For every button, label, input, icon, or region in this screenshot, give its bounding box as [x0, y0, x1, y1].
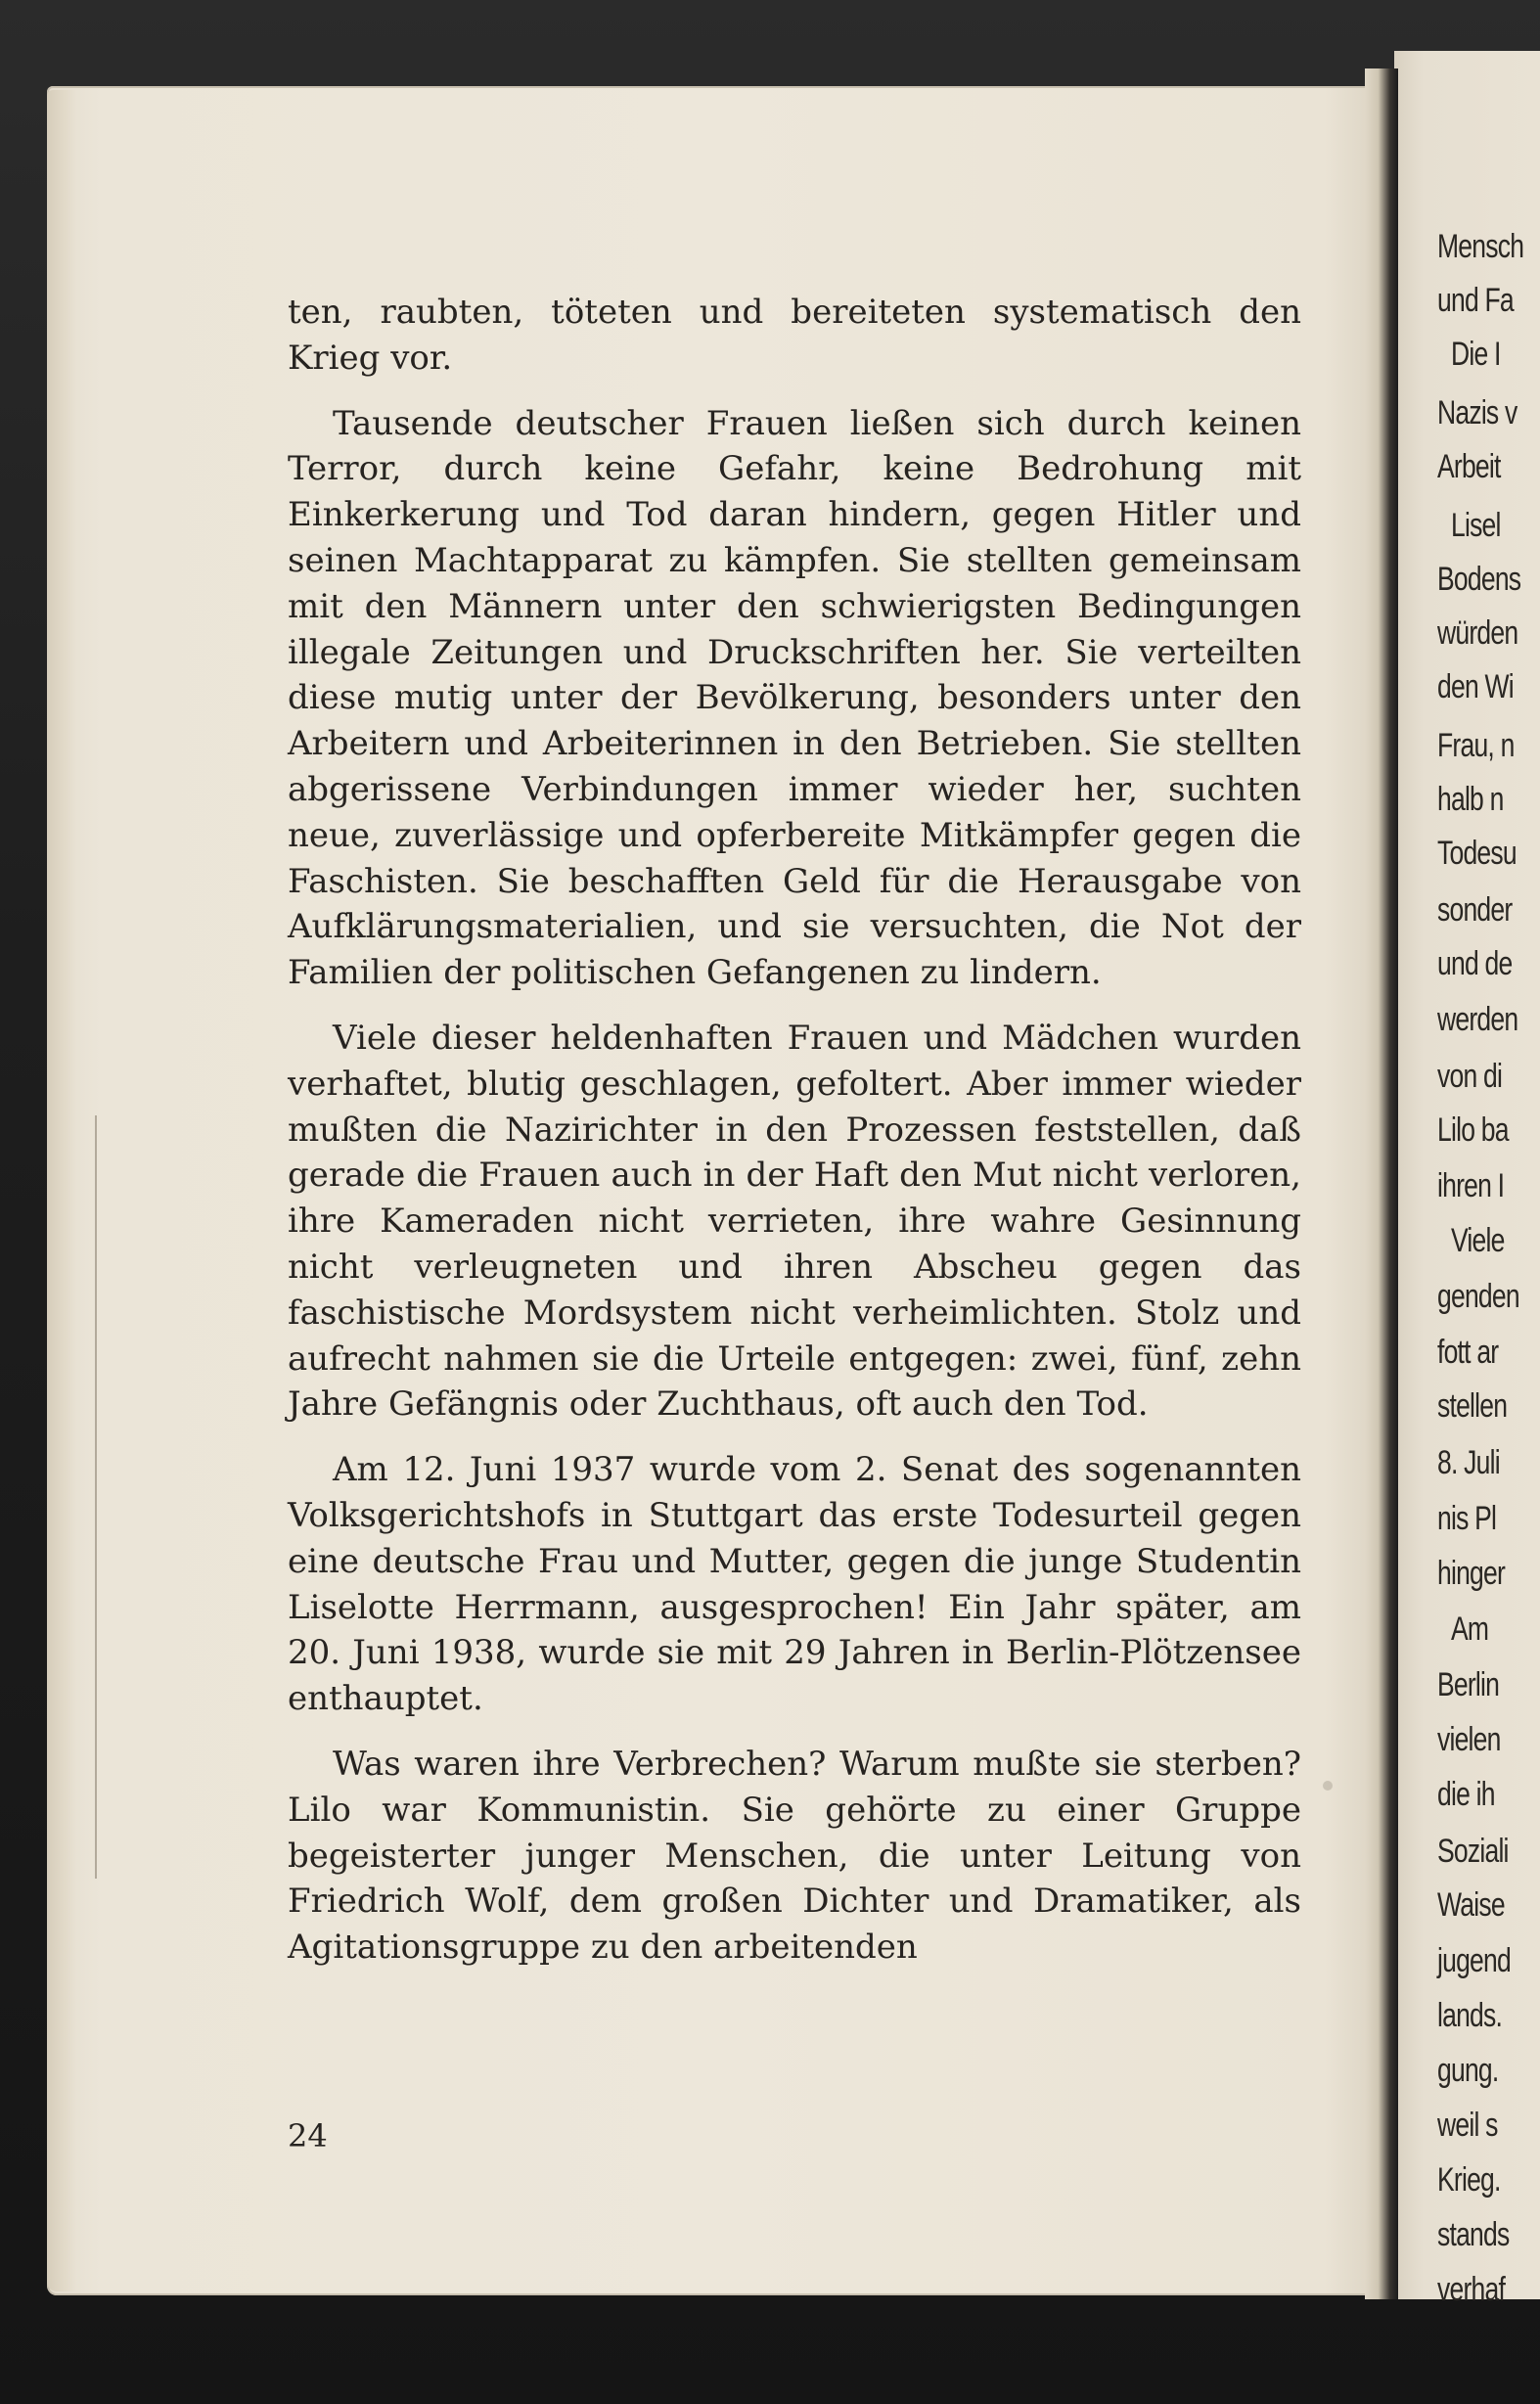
facing-page	[1394, 51, 1540, 2308]
facing-page-line: verhaf	[1437, 2271, 1506, 2308]
facing-page-line: weil s	[1437, 2107, 1498, 2144]
facing-page-line: und de	[1437, 945, 1513, 982]
facing-page-line: Lisel	[1451, 507, 1501, 544]
facing-page-line: hinger	[1437, 1555, 1506, 1592]
facing-page-line: Todesu	[1437, 835, 1517, 872]
facing-page-line: ihren I	[1437, 1167, 1505, 1204]
facing-page-line: Am	[1451, 1610, 1489, 1648]
facing-page-line: und Fa	[1437, 282, 1514, 319]
paragraph-1: ten, raubten, töteten und bereiteten systematisch den Krieg vor.	[288, 293, 1301, 378]
facing-page-line: jugend	[1437, 1942, 1511, 1979]
page-number: 24	[288, 2117, 328, 2155]
paragraph-4: Am 12. Juni 1937 wurde vom 2. Senat des sogenannten Volksgerichtshofs in Stuttgart das erste Todesurteil gegen eine deutsche Frau und Mutter, gegen die junge Studentin Liselotte Herrmann, ausgesprochen! Ein Jahr später, am 20. Juni 1938, wurde sie mit 29 Jahren in Berlin-Plötzensee enthauptet.	[288, 1450, 1301, 1719]
facing-page-line: würden	[1437, 614, 1518, 652]
facing-page-line: 8. Juli	[1437, 1444, 1500, 1481]
facing-page-line: den Wi	[1437, 668, 1514, 705]
facing-page-line: Lilo ba	[1437, 1111, 1509, 1149]
facing-page-line: Waise	[1437, 1886, 1505, 1924]
page-edge-shadow	[47, 90, 76, 2291]
facing-page-line: die ih	[1437, 1776, 1495, 1813]
facing-page-line: Krieg.	[1437, 2161, 1501, 2199]
facing-page-line: Nazis v	[1437, 394, 1517, 431]
facing-page-line: vielen	[1437, 1721, 1501, 1758]
facing-page-line: genden	[1437, 1278, 1519, 1315]
paragraph-5: Was waren ihre Verbrechen? Warum mußte sie sterben? Lilo war Kommunistin. Sie gehörte zu einer Gruppe begeisterter junger Menschen, die unter Leitung von Friedrich Wolf, dem großen Dichter und Dramatiker, als Agitationsgruppe zu den arbeitenden	[288, 1744, 1301, 1968]
facing-page-line: Frau, n	[1437, 727, 1515, 764]
paper-speck	[1323, 1781, 1333, 1791]
facing-page-line: stands	[1437, 2216, 1510, 2253]
facing-page-line: fott ar	[1437, 1334, 1499, 1371]
book-gutter	[1365, 68, 1398, 2299]
facing-page-line: Mensch	[1437, 228, 1524, 265]
facing-page-line: lands.	[1437, 1997, 1503, 2034]
facing-page-line: Bodens	[1437, 561, 1521, 598]
facing-page-line: nis Pl	[1437, 1500, 1497, 1537]
paragraph-2: Tausende deutscher Frauen ließen sich durch keinen Terror, durch keine Gefahr, keine Bedrohung mit Einkerkerung und Tod daran hindern, gegen Hitler und seinen Machtapparat zu kämpfen. Sie stellten gemeinsam mit den Männern unter den schwierigsten Bedingungen illegale Zeitungen und Druckschriften her. Sie verteilten diese mutig unter der Bevölkerung, besonders unter den Arbeitern und Arbeiterinnen in den Betrieben. Sie stellten abgerissene Verbindungen immer wieder her, suchten neue, zuverlässige und opferbereite Mitkämpfer gegen die Faschisten. Sie beschafften Geld für die Herausgabe von Aufklärungsmaterialien, und sie versuchten, die Not der Familien der politischen Gefangenen zu lindern.	[288, 403, 1301, 993]
facing-page-line: Arbeit	[1437, 448, 1501, 485]
facing-page-line: Berlin	[1437, 1666, 1500, 1703]
page-edge-line	[95, 1115, 97, 1879]
facing-page-line: stellen	[1437, 1387, 1508, 1425]
facing-page-line: halb n	[1437, 781, 1504, 818]
facing-page-line: werden	[1437, 1001, 1518, 1038]
facing-page-line: Die I	[1451, 336, 1501, 373]
body-text	[288, 290, 1301, 1990]
facing-page-line: Viele	[1451, 1222, 1505, 1259]
facing-page-line: Soziali	[1437, 1833, 1509, 1870]
paragraph-3: Viele dieser heldenhaften Frauen und Mädchen wurden verhaftet, blutig geschlagen, gefoltert. Aber immer wieder mußten die Nazirichter in den Prozessen feststellen, daß gerade die Frauen auch in der Haft den Mut nicht verloren, ihre Kameraden nicht verrieten, ihre wahre Gesinnung nicht verleugneten und ihren Abscheu gegen das faschistische Mordsystem nicht verheimlichten. Stolz und aufrecht nahmen sie die Urteile entgegen: zwei, fünf, zehn Jahre Gefängnis oder Zuchthaus, oft auch den Tod.	[288, 1018, 1301, 1425]
facing-page-line: gung.	[1437, 2052, 1499, 2089]
facing-page-line: sonder	[1437, 891, 1513, 929]
facing-page-line: von di	[1437, 1058, 1503, 1095]
